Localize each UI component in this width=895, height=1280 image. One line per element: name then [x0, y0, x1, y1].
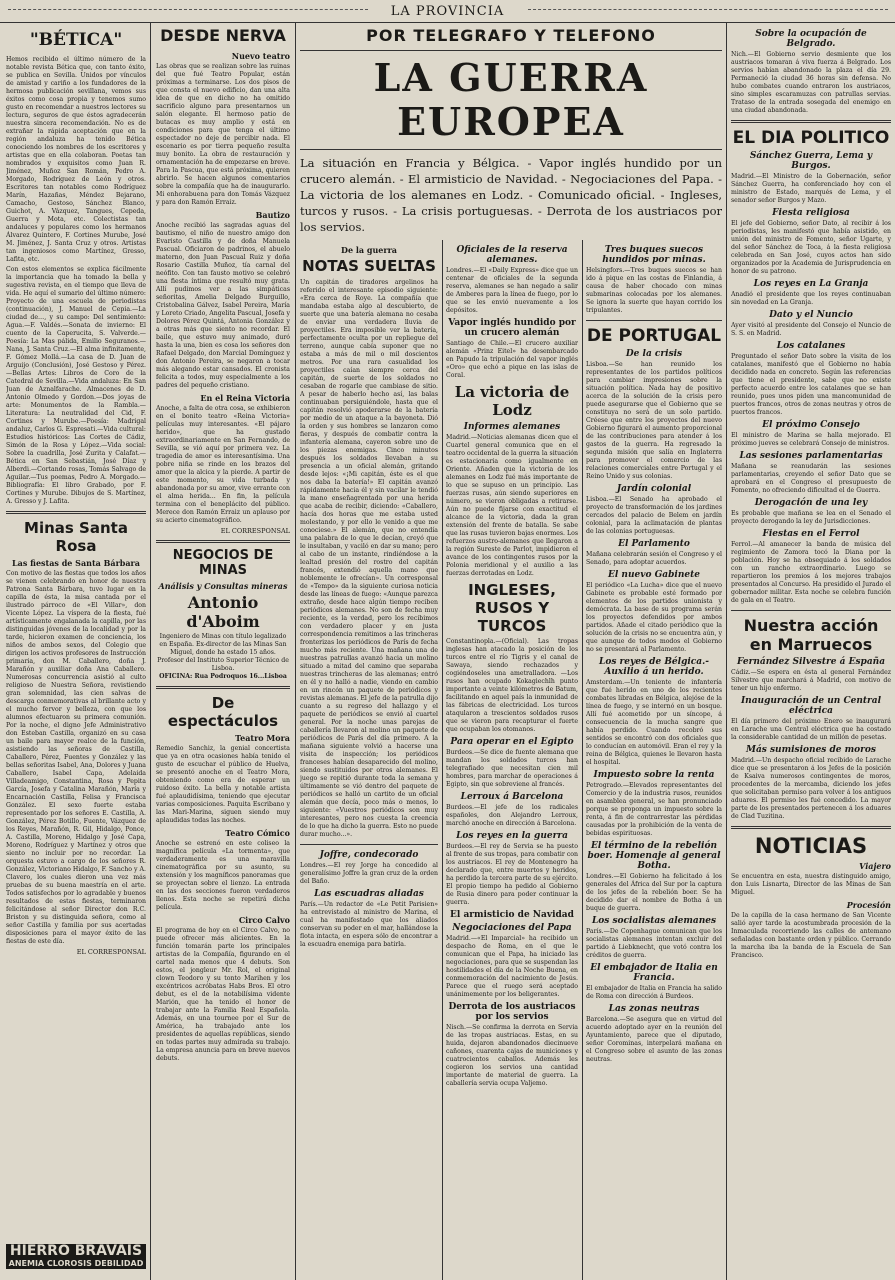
- col6-body-13: Cádiz.—Se espera en ésta al general Fernández Silvestre que marchará á Madrid, con motivo de tener un hijo enfermo.: [731, 669, 891, 692]
- column-rule: [726, 22, 727, 1280]
- minas-ad: [156, 548, 290, 681]
- news-body-8: Madrid.—«El Imparcial» ha recibido un despacho de Roma, en el que le comunican que el Papa, ha iniciado las negociaciones, para que se suspendan las hostilidades el día de la Noche Buena, en conmemoración del nacimiento de Jesús. Parece que el ruego será aceptado unánimemente por los beligerantes.: [446, 935, 578, 998]
- news-c-body-6: Amsterdam.—Un teniente de infantería que fué herido en uno de los recientes combates libradas en Bélgica, alejóse de la línea de fuego, y se internó en un bosque. Allí fué acometido por un síncope, á consecuencia de la mucha sangre que había perdido. Cuando recobró sus sentidos se encontró con dos oficiales que lo conducían en automóvil. Eran el rey y la reina de Bélgica, quienes le llevaron hasta el hospital.: [586, 679, 722, 766]
- war-banner: [300, 26, 722, 238]
- nerva-body-3: Anoche, a falta de otra cosa, se exhibieron en el bonito teatro «Reina Victoria» películas muy interesantes. «El pájaro herido», que ha gustado extraordinariamente en San Fernando, de Sevilla, se vió aquí por primera vez. La tragedia de amor es interesantísima. Una pobre niña se rinde en los brazos del amor que la alcica y la pierde. A partir de este momento, su vida turbada y abandonada por su amor, vive errante con el alma herida... En fin, la película termina con el beneplácito del público. Merece don Ramón Erraiz un aplauso por su acierto cinematográfico.: [156, 405, 290, 524]
- banner-headline: LA GUERRA EUROPEA: [373, 55, 649, 144]
- news-subtitle-3: Informes alemanes: [463, 422, 561, 432]
- minas-ad-office: OFICINA: Rua Podroquos 16...Lisboa: [159, 673, 287, 680]
- nerva-sub-3: En el Reina Victoria: [200, 393, 290, 403]
- joffre-body: Londres.—El rey Jorge ha concedido al generalísimo Joffre la gran cruz de la orden del Baño.: [300, 862, 438, 885]
- news-title-6: Lerroux á Barcelona: [460, 792, 564, 802]
- divider: [731, 120, 891, 123]
- news-c-title-3: Jardín colonial: [616, 484, 692, 494]
- col6-body-8: El ministro de Marina se halla mejorado. El próximo jueves se celebrará Consejo de ministros.: [731, 432, 891, 447]
- col6-body-15: Madrid.—Un despacho oficial recibido de Larache dice que se presentaron á los Jefes de la posición de Ksaiva numerosos contingentes de moros, procedentes de la mercamba, diciendo los jefes que solicitaban permiso para volver á los antiguos aduares. El permiso les fué concedido. La mayor parte de los presentados pertenecen á los aduares de Clad Tuzitina.: [731, 757, 891, 820]
- col6-body-7: Preguntado el señor Dato sobre la visita de los catalanes, manifestó que el Gobierno no había decidido nada en concreto. Según las referencias que tiene el presidente, sabe que no existe perfecto acuerdo entre los catalanes que se han reunido, pues unos piden una mancomunidad de puertos francos, otros de zonas neutras y otros de puertos francos.: [731, 353, 891, 416]
- escuadras-body: París.—Un redactor de «Le Petit Parisien» ha entrevistado al ministro de Marina, el cual ha manifestado que los aliados conservan su poder en el mar, hallándose la flota intacta, en espera sólo de encontrar a la escuadra enemiga para batirla.: [300, 901, 438, 948]
- esp-body-1: Remedio Sanchiz, la genial concertista que ya en otra ocasiones había tenido el gusto de escuchar el público de Huelva, se presentó anoche en el Teatro Mora, obteniendo como era de esperar un ruidoso éxito. La bella y notable artista fué aplaudidísima, teniendo que ejecutar varias composiciones. Paquita Escribano y las Mari-Marina, siguen siendo muy aplaudidas todas las noches.: [156, 745, 290, 824]
- divider: [156, 540, 290, 543]
- news-c-body-1: Helsingfors.—Tres buques suecos se han ido á pique en las costas de Finlandia, á causa de haber chocado con minas submarinas colocadas por los alemanes. Se ignora la suerte que hayan corrido los tripulantes.: [586, 267, 722, 314]
- col6-body-11: Ferrol.—Al amanecer la banda de música del regimiento de Zamora tocó la Diana por la población. Hoy se ha obsequiado á los soldados con un rancho extraordinario. Luego se repartieron los premios á los mejores trabajos presentados al Concurso. Ha presidido el Jurado el gobernador militar. Esta noche se celebra función de gala en el Teatro.: [731, 541, 891, 604]
- esp-body-3: El programa de hoy en el Circo Calvo, no puede ofrecer más alicientes. En la función tomarán parte los principales artistas de la Compañía, figurando en el cartel nada menos que 4 debuts. Son estos, el jongleur Mr. Rol, el original clown Teodoro y su tonto Marihen y los excéntricos acróbatas Habs Bros. El otro debut, es el de la notabilísima vidente Marión, que ha tenido el honor de trabajar ante la Familia Real Española. Además, en una tournee por el Sur de América, ha trabajado ante los presidentes de aquellas repúblicas, siendo en todas partes muy admirada su trabajo. La empresa anuncia para en breve nuevos debuts.: [156, 927, 290, 1062]
- hierro-bravais-ad: [6, 1244, 146, 1269]
- espectaculos-title: De espectáculos: [167, 694, 279, 730]
- col6-body-1: Nich.—El Gobierno servio desmiente que los austriacos tomaran á viva fuerza á Belgrado. Los servios habían abandonado la plaza el día 29. Permaneció la ciudad 36 horas sin defensa. No hubo combates cuando entraron los austriacos, sino simples escaramuzas con patrullas servias. Trataso de la entrada sosegada del enemigo en una ciudad abandonada.: [731, 51, 891, 114]
- news-title-9: Derrota de los austriacos por los servios: [448, 1002, 576, 1022]
- news-body-9: Nisch.—Se confirma la derrota en Servia de las tropas austriacas. Estas, en su huida, dejaron abandonados diecinueve cañones, cuarenta cajas de municiones y cuatrocientos caballos. Además les cogieron los servios una cantidad importante de material de guerra. La caballería servia ocupa Valjemo.: [446, 1024, 578, 1087]
- masthead-rule-right: [528, 9, 888, 10]
- esp-sub-3: Circo Calvo: [238, 915, 290, 925]
- betica-body: Hemos recibido el último número de la notable revista Bética que, con tanto éxito, se publica en Sevilla. Unidos por vínculos de amistad y cariño a los fundadores de la hermosa publicación sevillana, vemos sus éxitos como cosa propia y tenemos sumo gusto en recomendar a nuestros lectores su lectura, seguros de que éstos agradecerán nuestra sincera recomendación. No es de extrañar la rápida aceptación que en la región andaluza ha tenido Bética conociendo los nombres de los escritores y artistas que en ella colaboran. Poetas tan nombrados y exquisitos como Juan R. Jiménez, Muñoz San Román, Pedro A. Morgado, Rodríguez de León y otros. Escritores tan notables como Rodríguez Marín, Hazañas, Méndez Bejarano, Camacho, Gestoso, Sánchez Blanco, Guichot, A. Vázquez, Tangues, Cepeda, Guerra y Mota, etc. Colectistas tan andaluces y populares como los hermanos Álvarez Quintero, F. Cortines Murube, José M. Jiménez, J. Santa Cruz y otros. Artistas tan ingeniosos como Martínez, Gresso, Lafita, etc.: [6, 56, 146, 263]
- joffre-title: Joffre, condecorado: [319, 850, 419, 860]
- news-c-body-9: París.—De Copenhague comunican que los socialistas alemanes intentan excluir del partido á Liebknecht, que votó contra los créditos de guerra.: [586, 928, 722, 959]
- masthead-title: LA PROVINCIA: [390, 3, 505, 19]
- news-title-7: Los reyes en la guerra: [456, 831, 568, 841]
- column-6: [731, 26, 891, 1276]
- news-c-body-5: El periódico «La Lucha» dice que el nuevo Gabinete es probable esté formado por elementos de los partidos unionista y demócrata. La base de su programa serán los proyectos defendidos por ambos partidos. Añade el citado periódico que la solución de la crisis no se encuentra aún, y que aunque de todos modos el Gobierno no se presentará al Parlamento.: [586, 582, 722, 653]
- column-rule: [150, 22, 151, 1280]
- col6-title-9: Las sesiones parlamentarias: [739, 451, 883, 461]
- masthead: [0, 0, 895, 23]
- column-rule: [582, 240, 583, 1280]
- news-title-1: Oficiales de la reserva alemanes.: [456, 245, 568, 265]
- dia-politico-title: EL DIA POLITICO: [732, 128, 890, 148]
- noticias-title: NOTICIAS: [754, 834, 868, 858]
- news-c-body-4: Mañana celebrarán sesión el Congreso y el Senado, para adoptar acuerdos.: [586, 551, 722, 566]
- col6-title-14: Inauguración de un Central eléctrica: [740, 696, 882, 716]
- col6-body-6: Ayer visitó al presidente del Consejo el Nuncio de S. S. en Madrid.: [731, 322, 891, 337]
- minas-body: Con motivo de las fiestas que todos los años se vienen celebrando en honor de nuestra Patrona Santa Bárbara, tuvo lugar en la capilla de ésta, la misa cantada por el ilustrado párroco de «El Villar», don Vicente López. La víspera de la fiesta, fué artísticamente engalanada la capilla, por las distinguidas jóvenes de la localidad y por la tarde, hicieron examen de conciencia, los niños de ambos sexos, del Colegio que dirigen los activos profesores de Instrucción primaria, don M. Caballero, doña J. Marañón y auxiliar doña Ana Caballero. Numerosas concurrencia asistió al culto religioso de Nuestra Señora, revistiendo gran solemnidad, las cien salvas de descarga conmemorativas al brillante acto y el mucho fervor y belleza, con que los alumnos efectuaron su primera comunión. Por la noche, el digno Jefe Administrativo don Esteban Castilla, organizó en su casa un baile para mayor realce de la función, asistiendo las señoras de Castilla, Caballero, Pérez, Fuentes y González y las bellas señoritas Isabel, Ana, Dolores y Juana Caballero, Isabel Capa, Adelaida Villadeamigo, Constantina, Rosa y Pepita García, Josefa y Catalina Marañón, María y Encarnación Castilla, Felisa y Francisca González. El sexo fuerte estaba representado por los señores E. Castilla, A. González, Pérez Botillo, Fuente, Vázquez de los Reyes, Marañón, R. Gil, Hidalgo, Ponce, A. Castilla, Moreno, Hidalgo y José Capa, Moreno, Rodríguez y Martínez y otros que siento no incluir por no recordar. La orquesta estuvo a cargo de los señores R. González, Victoriano Hidalgo, F. Sancho y A. Clavero, los cuales dieron una vez más pruebas de su buena maestría en el arte. Todos satisfechos por lo agradable y buenos resultados de estas fiestas, terminaron felicitándose al señor Director don R.C. Briston y su distinguida señora, como al señor Castilla y familia por sus acertadas disposiciones para el mayor éxito de las fiestas de este día.: [6, 570, 146, 945]
- news-c-title-4: El Parlamento: [618, 539, 690, 549]
- column-notas: [300, 242, 438, 1276]
- news-title-2: Vapor inglés hundido por un crucero alemán: [448, 318, 576, 338]
- portugal-title: DE PORTUGAL: [586, 326, 722, 346]
- escuadras-title: Las escuadras aliadas: [314, 889, 424, 899]
- ad-tagline: ANEMIA CLOROSIS DEBILIDAD: [8, 1259, 144, 1268]
- notas-body: Un capitán de tiradores argelinos ha referido el interesante episodio siguiente: «Era cerca de Roye. La compañía que mandaba estaba algo al descubierto, de suerte que una batería alemana no cesaba de enviar una verdadera lluvia de proyectiles. Era imposible ver la batería, perfectamente oculta por un repliegue del terreno, aunque cabía suponer que no estaba a más de mil o mil doscientos metros. Por una rara casualidad los proyectiles caían siempre cerca del capitán, de suerte de los soldados no cesaban de rogarle que cambiase de sitio. A pesar de haberlo hecho así, las balas continuaban persiguiéndole, hasta que el capitán resolvió apoderarse de la batería por medio de un ataque a la bayoneta. Dió la orden y sus hombres se lanzaron como fieras, y después de combatir contra la infantería alemana, cayeron sobre uno de los piezas enemigas. Cinco minutos después los soldados llevaban a su presencia a un oficial alemán, gritando desde lejos: «¡Mi capitán, éste es el que nos daba la batería!» El capitán avanzó rápidamente hacia él y sin vacilar le tendió la mano enseñagrentada por una herida que acaba de recibir, diciendo: «Caballero, hacía dos horas que me estaba usted molestando, y por ello le venido a que me conociese.» El alemán, que no entendía una palabra de lo que le decían, creyó que le insultaban, y vaciló en dar su mano; pero al cabo de un instante, rindiéndose a la lealtad presión del rostro del capitán francés, extendió aquella mano que noblemente le ofrecían». Un corresponsal de «Tempo» da la siguiente curiosa noticia desde las líneas de fuego: «Aunque parezca extraño, desde hace algún tiempo reciben periódicos alemanes. No son de fecha muy reciente, es la verdad, pero los recibimos con verdadero placer y en justa correspondencia remitimos a las trincheras fronterizas los periódicos de París de fecha mucho más reciente. Una mañana una de nuestras patrullas avanzó hacia un molino situado a mitad del camino que separaba nuestras trincheras de las alemanas; entró en él y no halló a nadie, viendo en cambio en un rincón un paquete de periódicos y revistas alemanas. El jefe de la patrulla dijo cuanto a su regreso del hallazgo y el paquete de periódicos se envió al cuartel general. Por la noche unas parejas de caballería llevaron al molino un paquete de periódicos de París del día primero. A la mañana siguiente volvió a hacerse una visita de inspección; los periódicos franceses habían desaparecido del molino, siendo sustituidos por otros alemanes. El juego se repitió durante toda la semana y últimamente se vió dentro del paquete de periódicos se halló un cartito de un oficial alemán que decía, poco más o menos, lo siguiente: «Vuestros periódicos son muy interesantes, pero nos cuesta la creencia de lo que ha dicho la guerra. Esto no puede durar mucho...».: [300, 279, 438, 838]
- betica-body-2: Con estos elementos se explica fácilmente la importancia que ha tomado la bella y sugestiva revista, en el tiempo que lleva de vida. He aquí el sumario del último número: Proyecto de una escuela de periodistas (continuación), J. Manuel de Cepia.—La ciudad de…, y su campo: Del sentimiento: Agua.—F. Valdés.—Sonata de invierno: El cuento de la Caperucita, S. Valverde.—Poesía: La Mas pálida, Emilio Seguranos.—Nana, J. Santa Cruz.—El alma infinitamente, F. Gómez Mollá.—La casa de D. Juan de Arguijo (Conclusión), José Gestoso y Pérez.—Bellas Artes: Libros de Coro de la Catedral de Sevilla.—Vida andaluza: En San Juan de Aznalfarache. Almacenes de D. Antonio Olmedo y Gordon.—Dos joyas de arte: Monumentos de la Rambla.—Literatura: La neutralidad del Cid, F. Cortines y Murube.—Poesía: Madrigal andaluz, Carlos G. Espresati.—Vida cultural: Estudios históricos: Las Cortes de Cádiz, Simón de la Rosa y López.—Vida social: Sobre la cuadrilla, José Zurita y Calafat.—Bética en San Sebastián, José Díaz y Alberdi.—Cortando rosas, Tomás Salvago de Aguilar.—Tus poemas, Pedro A. Morgado.—Bibliografía: El libro Grabado, por F. Cortines y Murube. Dibujos de S. Martínez, A. Gresso y J. Lafita.: [6, 266, 146, 505]
- news-body-6: Burdeos.—El jefe de los radicales españoles, don Alejandro Lerroux, marchó anoche en dirección á Barcelona.: [446, 804, 578, 827]
- column-war-news: [446, 242, 578, 1276]
- col6-body-5: Anadió el presidente que los reyes continuaban sin novedad en La Granja.: [731, 291, 891, 306]
- col6-title-17: Procesión: [846, 900, 891, 910]
- news-body-2: Santiago de Chile.—El crucero auxiliar alemán «Prinz Eitel» ha desembarcado en Papudo la tripulación del vapor inglés «Oro» que echó a pique en las islas de Coral.: [446, 340, 578, 379]
- nerva-sub-2: Bautizo: [255, 210, 290, 220]
- col6-body-16: Se encuentra en esta, nuestra distinguido amigo, don Luis Lisnarta, Director de las Minas de San Miguel.: [731, 873, 891, 896]
- news-c-title-7: Impuesto sobre la renta: [593, 770, 715, 780]
- col6-body-4: El jefe del Gobierno, señor Dato, al recibir á los periodistas, les manifestó que había asistido, en unión del ministro de Fomento, señor Ugarte, y del señor Sánchez de Toca, á la fiesta religiosa celebrada en San José, cuyos actos han sido organizados por la Academia de Jurisprudencia en honor de su patrono.: [731, 220, 891, 275]
- news-c-body-8: Londres.—El Gobierno ha felicitado á los generales del África del Sur por la captura de los jefes de la rebelión boer. Se ha decidido dar el nombre de Botha á un buque de guerra.: [586, 873, 722, 912]
- news-body-7: Burdeos.—El rey de Servia se ha puesto al frente de sus tropas, para combatir con los austriacos. El rey de Montenegro ha declarado que, entre muertos y heridos, ha perdido la tercera parte de su ejército. El propio tiempo ha pedido al Gobierno de Rusia dinero para poder continuar la guerra.: [446, 843, 578, 906]
- portugal-subtitle: De la crisis: [625, 349, 683, 359]
- nerva-body-1: Las obras que se realizan sobre las ruinas del que fué Teatro Popular, están próximas a terminarse. Los dos pisos de que consta el nuevo edificio, dan una alta idea de que en dicho no ha omitido sacrificio alguno para presentarnos un salón elegante. El hermoso patio de butacas es muy amplio y está en condiciones para que tenga el último espectador no deje de percibir nada. El escenario es por tierra pequeño resulta muy bonito. La obra de restauración y ornamentación ha de empezarse en breve. Para la Pascua, que está próxima, quieren abrirlo. Se hacen algunos comentarios sobre la compañía que ha de inaugurarlo. Mi enhorabuena para don Tomás Vázquez y para don Ramón Erraiz.: [156, 63, 290, 206]
- news-c-body-11: Barcelona.—Se asegura que en virtud del acuerdo adoptado ayer en la reunión del Ayuntamiento, parece que el diputado, señor Corominas, interpelará mañana en el Congreso sobre el asunto de las zonas neutras.: [586, 1016, 722, 1063]
- betica-title: "BÉTICA": [29, 30, 123, 50]
- banner-deck: La situación en Francia y Bélgica. - Vapor inglés hundido por un crucero alemán. - El armisticio de Navidad. - Negociaciones del Papa. - La victoria de los alemanes en Lodz. - Comunicado oficial. - Ingleses, turcos y rusos. - La crisis portuguesas. - Derrota de los austriacos por los servios.: [300, 156, 722, 234]
- ad-brand: HIERRO BRAVAIS: [9, 1243, 143, 1259]
- news-title-8: El armisticio de Navidad: [450, 910, 574, 920]
- col6-title-15: Más sumisiones de moros: [746, 745, 876, 755]
- minas-ad-body: Ingeniero de Minas con título legalizado en España. Ex-director de las Minas San Miguel, donde ha estado 15 años. Profesor del Instituto Superior Técnico de Lisboa.: [157, 633, 289, 672]
- news-c-title-11: Las zonas neutras: [608, 1004, 700, 1014]
- col6-body-17: De la capilla de la casa hermano de San Vicente salió ayer tarde la acostumbrada procesión de la Inmaculada recorriendo las calles de antemano señaladas con bastante orden y público. Cerrando la marcha iba la banda de la Escuela de San Francisco.: [731, 912, 891, 959]
- col6-title-1: Sobre la ocupación de Belgrado.: [755, 29, 867, 49]
- minas-ad-name: Antonio d'Aboim: [186, 593, 260, 631]
- portugal-body: Lisboa.—Se han reunido los representantes de los partidos políticos para cambiar impresiones sobre la situación política. Nada hay de positivo acerca de la solución de la crisis pero puede asegurarse que el Gobierno que se constituya no será de un solo partido. Créese que entre los proyectos del nuevo Gobierno figurará el aumento proporcional de las contribuciones para atender á los gastos de la guerra. Ha regresado la segunda misión que salía en Inglaterra para promover el comercio de las relaciones comerciales entre Portugal y el Reino Unido y sus colonias.: [586, 361, 722, 480]
- minas-title: Minas Santa Rosa: [24, 519, 128, 555]
- news-title-4: INGLESES, RUSOS Y TURCOS: [468, 581, 556, 635]
- col6-title-11: Fiestas en el Ferrol: [762, 529, 860, 539]
- column-portugal: [586, 242, 722, 1276]
- news-c-title-10: El embajador de Italia en Francia.: [590, 963, 718, 983]
- col6-title-7: Los catalanes: [776, 341, 846, 351]
- banner-kicker: POR TELEGRAFO Y TELEFONO: [366, 26, 656, 45]
- column-rule: [295, 22, 296, 1280]
- news-c-title-1: Tres buques suecos hundidos por minas.: [602, 245, 706, 265]
- col6-title-3: Sánchez Guerra, Lema y Burgos.: [749, 151, 873, 171]
- news-body-5: Burdeos.—Se dice de fuente alemana que mandan los soldados turcos han telegrafiado que necesitan cien mil hombres, para marchar de operaciones á Egipto, sin que sobreviene al francés.: [446, 749, 578, 788]
- news-body-4: Constantinopla.—(Oficial). Las tropas inglesas han atacado la posición de los turcos entre el río Tigris y el canal de Sawaya, siendo rechazados y cogiéndoseles una ametralladora. —Los rusos han ocupado Kokagiechlh punto importante a veinte kilómetros de Batum, facilitando en aquel país la inmunidad de las fábricas de electricidad. Los turcos ataqularon a trescientos soldados rusos que se vieron para recapturar el fuerte que ocupaban los otomanos.: [446, 638, 578, 733]
- col6-title-10: Derogación de una ley: [754, 498, 868, 508]
- column-1: [6, 26, 146, 1276]
- nerva-title: DESDE NERVA: [160, 26, 286, 45]
- col6-body-9: Mañana se reanudarán las sesiones parlamentarias, creyendo el señor Dato que se aprobará en el Congreso el presupuesto de Fomento, no ofreciendo dificultad el de Guerra.: [731, 463, 891, 494]
- column-2: [156, 26, 290, 1276]
- minas-subtitle: Las fiestas de Santa Bárbara: [12, 558, 140, 568]
- minas-ad-title: NEGOCIOS DE MINAS: [172, 548, 274, 578]
- col6-title-6: Dato y el Nuncio: [769, 310, 853, 320]
- divider: [731, 610, 891, 611]
- divider: [6, 511, 146, 514]
- col6-title-5: Los reyes en La Granja: [753, 279, 869, 289]
- minas-ad-subtitle: Análisis y Consultas mineras: [158, 581, 288, 591]
- news-c-title-9: Los socialistas alemanes: [591, 916, 717, 926]
- divider: [300, 149, 722, 150]
- divider: [586, 320, 722, 321]
- news-c-title-8: El término de la rebelión boer. Homenaje al general Botha.: [587, 841, 721, 871]
- nerva-body-2: Anoche recibió las sagradas aguas del bautismo, el niño de nuestro amigo don Evaristo Castilla y de doña Manuela Pascual. Oficiaron de padrinos, el abuelo materno, don Juan Pascual Ruiz y doña Rosario Castilla Muñoz, tía carnal del neófito. Con tan fausto motivo se celebró una fiesta íntima que resultó muy grata. Allí pudimos ver a las simpáticas señoritas, Amelia Delgado Burguillo, Cristobalina Gálvez, Isabel Pereira, María y Loreto Criado, Angelita Pascual, Josefa y Dolores Pérez Quintá, Antonia González y a otras más que siento no recordar. El baile, que estuvo muy animado, duró hasta la una, bien es cosa los señores don Rafael Delgado, don Marcial Domínguez y don Antonio Pereira, se negaron a tocar más alegando estar cansados. El cronista felicita a todos, muy especialmente a los padres del pequeño cristiano.: [156, 222, 290, 389]
- news-subtitle-8: Negociaciones del Papa: [452, 923, 572, 933]
- divider: [731, 826, 891, 829]
- noticias-subtitle: Viajero: [859, 861, 891, 871]
- nerva-signature: EL CORRESPONSAL: [220, 527, 290, 535]
- news-c-body-10: El embajador de Italia en Francia ha salido de Roma con dirección á Burdeos.: [586, 985, 722, 1000]
- news-c-body-3: Lisboa.—El Senado ha aprobado el proyecto de transformación de los jardines cercados del palacio de Belem en jardín colonial, para la aclimatación de plantas de las colonias portuguesas.: [586, 496, 722, 535]
- esp-body-2: Anoche se estrenó en este coliseo la magnífica película «La tormenta», que verdaderamente es una maravilla cinematográfica por su asunto, su extensión y los magníficos panoramas que se proyectan sobre el lienzo. La entrada en las dos secciones fueron verdaderos llenos. Esta noche se repetirá dicha película.: [156, 840, 290, 911]
- esp-sub-1: Teatro Mora: [235, 733, 290, 743]
- news-title-3: La victoria de Lodz: [454, 383, 570, 419]
- col6-title-8: El próximo Consejo: [762, 420, 860, 430]
- minas-signature: EL CORRESPONSAL: [76, 948, 146, 956]
- divider: [156, 686, 290, 689]
- news-c-title-5: El nuevo Gabinete: [608, 570, 700, 580]
- esp-sub-2: Teatro Cómico: [225, 828, 290, 838]
- news-c-body-7: Petrogrado.—Elevados representantes del Comercio y de la industria rusos, reunidos en asamblea general, se han pronunciado porque se proponga un impuesto sobre la renta, á fin de contrarrestar las pérdidas causadas por la prohibición de la venta de bebidas espirituosas.: [586, 782, 722, 837]
- marruecos-title: Nuestra acción en Marruecos: [743, 616, 879, 654]
- news-c-title-6: Los reyes de Bélgica.-Auxilio á un herido.: [599, 657, 709, 677]
- col6-body-10: Es probable que mañana se lea en el Senado el proyecto derogando la ley de Jurisdicciones.: [731, 510, 891, 525]
- news-body-1: Londres.—El «Daily Express» dice que un centenar de oficiales de la segunda reserva, alemanes se han negado a salir de Amberes para la línea de fuego, por lo que se les envió nuevamente a los depósitos.: [446, 267, 578, 314]
- col6-body-14: El día primero del próximo Enero se inaugurará en Larache una Central eléctrica que ha costado la considerable cantidad de un millón de pesetas.: [731, 718, 891, 741]
- col6-body-3: Madrid.—El Ministro de la Gobernación, señor Sánchez Guerra, ha conferenciado hoy con el ministro de Estado, marqués de Lema, y el senador señor Burgos y Mazo.: [731, 173, 891, 204]
- news-title-5: Para operar en el Egipto: [450, 737, 574, 747]
- nerva-sub-1: Nuevo teatro: [231, 51, 290, 61]
- notas-title: NOTAS SUELTAS: [302, 257, 436, 275]
- col6-title-13: Fernández Silvestre á España: [736, 657, 886, 667]
- col6-title-4: Fiesta religiosa: [772, 208, 850, 218]
- divider: [300, 50, 722, 51]
- divider: [300, 844, 438, 845]
- notas-kicker: De la guerra: [341, 245, 397, 255]
- news-body-3: Madrid.—Noticias alemanas dicen que el Cuartel general comunica que en el teatro occidental de la guerra la situación es estacionaria como igualmente en Oriente. Añaden que la victoria de los alemanes en Lodz fué más importante de lo que se supuso en un principio. Las fuerzas rusas, aún siendo superiores en número, se vieron obligadas a retirarse. Aún no puede fijarse con exactitud el alcance de la victoria, dada la gran extensión del frente de batalla. Se sabe que las rusas tuvieron bajas enormes. Los refuerzos austro-alemanes que llegaron a la región Sureste de Parlot, impidieron el avance de los contingentes rusos por la Polonia meridional y el auxilio a las fuerzas derrotadas en Lodz.: [446, 434, 578, 577]
- column-rule: [442, 240, 443, 1280]
